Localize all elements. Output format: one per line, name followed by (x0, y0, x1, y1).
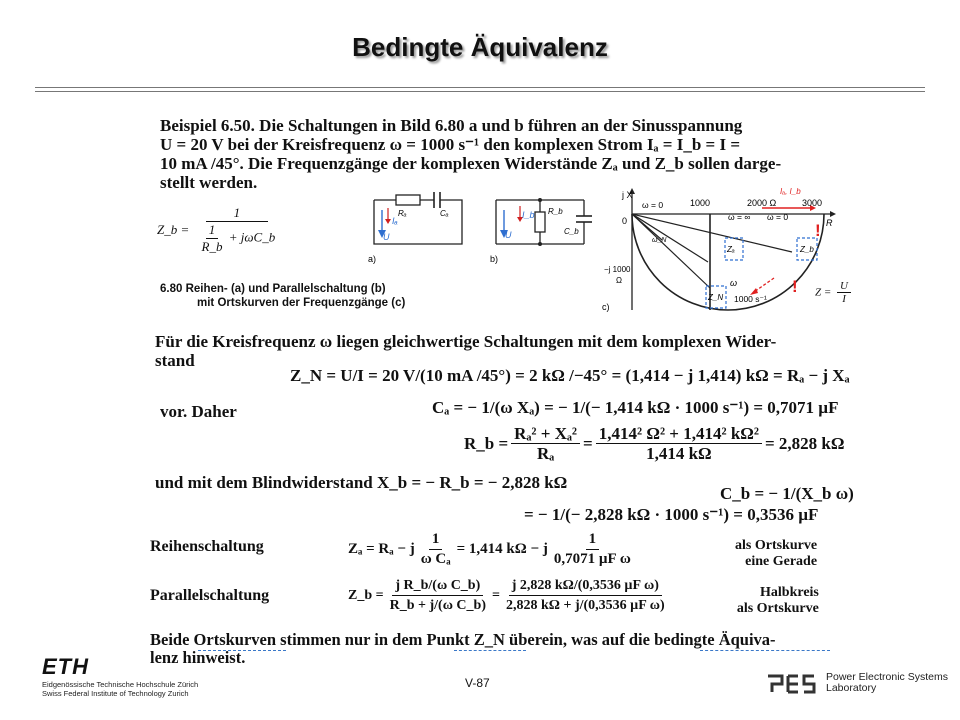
example-text-2: U = 20 V bei der Kreisfrequenz ω = 1000 s⁻¹ den komplexen Strom Iₐ = I_b = I = (160, 135, 741, 154)
tick-1000: 1000 (690, 198, 711, 208)
za-diagram-label: Zₐ (727, 245, 735, 254)
underline-punkt-zn (454, 650, 526, 651)
current-ib-label: I_b (522, 210, 535, 220)
slide-title: Bedingte Äquivalenz (352, 32, 608, 62)
ca-label: Cₐ (440, 209, 449, 218)
red-current-label: Iₐ, I_b (780, 187, 801, 196)
reihen-eq-mid: = 1,414 kΩ − j (456, 541, 548, 557)
example-label: Beispiel 6.50. (160, 116, 255, 135)
underline-ortskurven (198, 650, 286, 651)
zb-admittance-formula (157, 205, 281, 255)
example-text-1: Die Schaltungen in Bild 6.80 a und b führen an der Sinusspannung (259, 116, 743, 135)
eq-rb-den2: 1,414 kΩ (646, 444, 712, 463)
reihenschaltung-label: Reihenschaltung (150, 538, 264, 555)
conclusion-line-1: Beide Ortskurven stimmen nur in dem Punkt Z_N überein, was auf die bedingte Äquiva- (150, 630, 776, 649)
eth-line-2: Swiss Federal Institute of Technology Zurich (42, 689, 189, 698)
tick-neg-j1000: −j 1000 (604, 265, 631, 274)
page-number: V-87 (465, 676, 490, 690)
par-f1-den: R_b + j/(ω C_b) (389, 598, 486, 613)
reihen-note-1: als Ortskurve (735, 538, 818, 553)
tick-3000: 3000 (802, 198, 823, 208)
z-formula-lhs: Z = (815, 286, 832, 299)
resistor-rb (535, 212, 545, 232)
para1-line-2: stand (155, 351, 195, 370)
par-note-1: Halbkreis (760, 585, 819, 600)
current-ia-label: Iₐ (392, 216, 398, 226)
vor-daher-text: vor. Daher (160, 402, 237, 421)
omega-n-label: ω_N (652, 237, 667, 244)
voltage-u-label-a: U (383, 232, 390, 242)
eq-rb-den1: Rₐ (536, 444, 555, 463)
pes-logo-mark (766, 672, 818, 694)
reihen-f2-den: 0,7071 µF ω (553, 551, 631, 567)
reihen-note (735, 538, 817, 570)
z-formula-den: I (842, 293, 846, 305)
omega-label: ω (730, 278, 738, 288)
eth-logo (42, 656, 198, 698)
cb-label: C_b (564, 227, 579, 236)
figure-caption (160, 282, 405, 310)
zb-formula-den-num: 1 (206, 222, 219, 239)
eth-line-1: Eidgenössische Technische Hochschule Zürich (42, 680, 199, 689)
pes-line-1: Power Electronic Systems (826, 671, 948, 683)
equation-ca: Cₐ = − 1/(ω Xₐ) = − 1/(− 1,414 kΩ · 1000 s⁻¹) = 0,7071 µF (432, 398, 839, 417)
zb-formula-num: 1 (206, 205, 269, 222)
para1-line-1: Für die Kreisfrequenz ω liegen gleichwertige Schaltungen mit dem komplexen Wider- (155, 332, 777, 351)
zb-diagram-label: Z_b (800, 245, 814, 254)
rb-label: R_b (548, 207, 563, 216)
circuit-a-series (368, 188, 468, 268)
eth-logo-text: ETH (42, 654, 89, 679)
eq-rb-lhs: R_b = (464, 434, 509, 453)
title-divider-top (35, 87, 925, 88)
tick-0: 0 (622, 216, 628, 226)
caption-text-2: mit Ortskurven der Frequenzgänge (c) (197, 297, 406, 309)
reihen-f1-num: 1 (429, 530, 443, 550)
figure-label-a: a) (368, 254, 377, 264)
ra-label: Rₐ (398, 209, 407, 218)
caption-number: 6.80 (160, 283, 183, 295)
pes-line-2: Laboratory (826, 682, 877, 694)
eq-rb-num1: Rₐ² + Xₐ² (511, 424, 580, 444)
equation-cb-2: = − 1/(− 2,828 kΩ · 1000 s⁻¹) = 0,3536 µF (524, 505, 819, 524)
equation-cb-1: C_b = − 1/(X_b ω) (720, 484, 854, 503)
z-formula-num: U (837, 280, 851, 293)
example-text-4: stellt werden. (160, 173, 258, 192)
locus-diagram-c (602, 180, 842, 320)
figure-label-c: c) (602, 302, 610, 312)
reihen-equation (348, 530, 637, 569)
omega0-left-label: ω = 0 (642, 200, 664, 210)
omega-1000-label: 1000 s⁻¹ (734, 294, 767, 304)
reihen-eq-lhs: Zₐ = Rₐ − j (348, 541, 415, 557)
equation-zn: Z_N = U/I = 20 V/(10 mA /45°) = 2 kΩ /−45° = (1,414 − j 1,414) kΩ = Rₐ − j Xₐ (290, 366, 850, 385)
axis-jx-label: j X (622, 190, 633, 200)
par-note-2: als Ortskurve (736, 601, 819, 616)
tick-2000: 2000 Ω (747, 198, 777, 208)
figure-label-b: b) (490, 254, 499, 264)
zb-formula-lhs: Z_b = (157, 222, 190, 237)
conclusion-line-2: lenz hinweist. (150, 648, 246, 667)
voltage-u-label-b: U (505, 230, 512, 240)
exclaim-upper: ! (815, 221, 821, 240)
par-f2-num: j 2,828 kΩ/(0,3536 µF ω) (509, 576, 662, 596)
example-text-3: 10 mA /45°. Die Frequenzgänge der komplexen Widerstände Zₐ und Z_b sollen darge- (160, 154, 782, 173)
eq-rb-num2: 1,414² Ω² + 1,414² kΩ² (596, 424, 762, 444)
z-ui-formula (815, 280, 854, 305)
axis-r-label: R (826, 218, 833, 228)
zn-phasor (632, 214, 710, 288)
zb-formula-den-rest: + jωC_b (228, 229, 276, 245)
reihen-f2-num: 1 (586, 530, 600, 550)
example-line-1 (160, 116, 742, 135)
exclaim-lower: ! (792, 277, 798, 296)
eq-rb-result: = 2,828 kΩ (765, 434, 845, 453)
par-f2-den: 2,828 kΩ + j/(0,3536 µF ω) (505, 598, 665, 613)
parallelschaltung-label: Parallelschaltung (150, 587, 270, 604)
title-divider-bottom (35, 91, 925, 92)
reihen-f1-den: ω Cₐ (420, 551, 451, 567)
resistor-ra (396, 195, 420, 205)
blindwiderstand-line: und mit dem Blindwiderstand X_b = − R_b = − 2,828 kΩ (155, 473, 568, 492)
reihen-note-2: eine Gerade (745, 554, 818, 569)
caption-text-1: Reihen- (a) und Parallelschaltung (b) (185, 283, 386, 295)
omega0-right-label: ω = 0 (767, 212, 789, 222)
parallel-equation: Z_b = $\frac{\text{j R\_b/(ω C\_b)}}{\text{R\_b + j/(ω C\_b)}}$ = $\frac{\text{j 2,828 kΩ/(0,3536 µF ω)}}{\text{2,828 kΩ + j/(0,3536 µF ω)}}$ (348, 576, 671, 615)
tick-ohm: Ω (616, 276, 622, 285)
pes-logo (766, 672, 948, 694)
parallel-note (735, 585, 819, 617)
par-f1-num: j R_b/(ω C_b) (392, 576, 483, 596)
par-eq-lhs: Z_b = (348, 588, 384, 603)
zn-diagram-label: Z_N (708, 293, 724, 302)
equation-rb: R_b = $\frac{\text{Rₐ² + Xₐ²}}{\text{Rₐ}}$ = $\frac{\text{1,414² Ω² + 1,414² kΩ²}}{1,414 k\Omega}$ = 2,828 kΩ (464, 424, 845, 463)
circuit-b-parallel (490, 188, 600, 268)
zb-formula-den-den: R_b (201, 239, 223, 254)
underline-bedingte (700, 650, 830, 651)
omega-inf-label: ω = ∞ (728, 212, 751, 222)
